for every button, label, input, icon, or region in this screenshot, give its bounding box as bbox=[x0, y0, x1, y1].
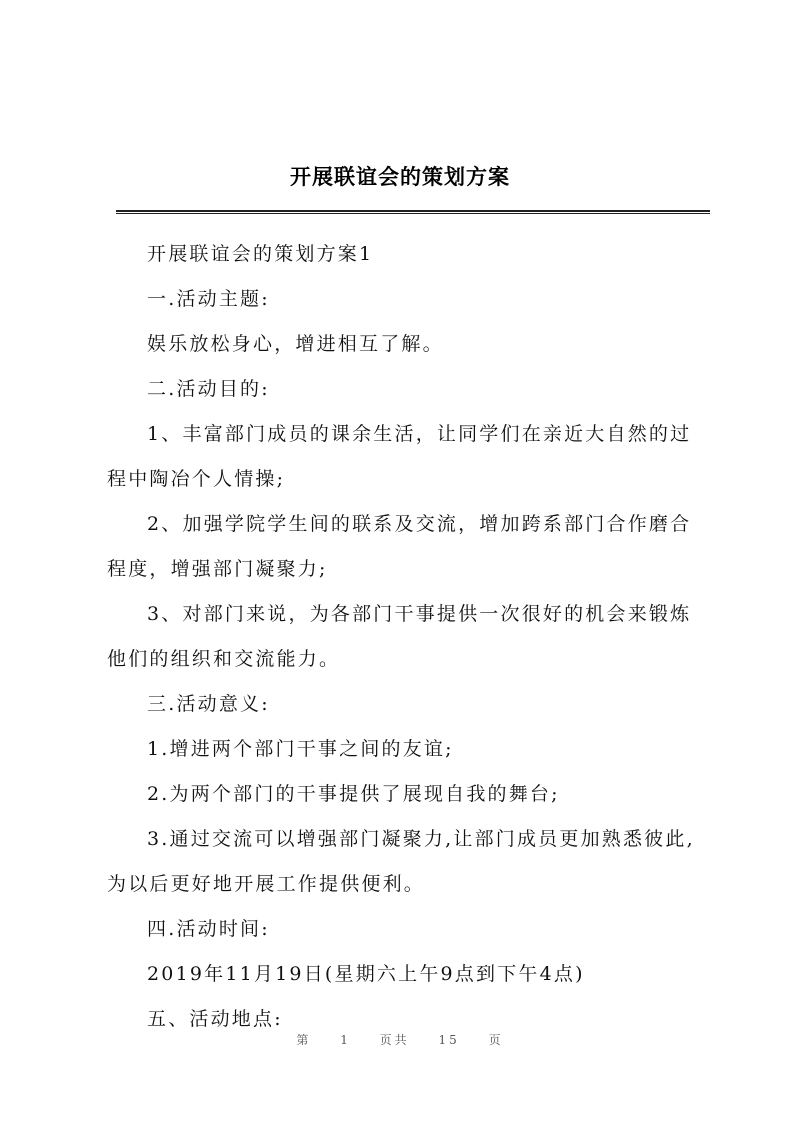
section-heading: 五、活动地点: bbox=[147, 1008, 283, 1030]
section-heading: 三.活动意义: bbox=[147, 693, 270, 715]
title-divider bbox=[116, 210, 710, 214]
document-title: 开展联谊会的策划方案 bbox=[290, 165, 510, 189]
page-footer bbox=[0, 1031, 800, 1048]
footer-suffix: 页 bbox=[488, 1033, 504, 1047]
list-item: 3、对部门来说，为各部门干事提供一次很好的机会来锻炼他们的组织和交流能力。 bbox=[107, 603, 692, 670]
section-heading: 四.活动时间: bbox=[147, 918, 270, 940]
paragraph: 开展联谊会的策划方案1 bbox=[147, 243, 374, 265]
list-item: 2.为两个部门的干事提供了展现自我的舞台; bbox=[147, 783, 560, 805]
paragraph: 娱乐放松身心，增进相互了解。 bbox=[147, 333, 444, 355]
list-item: 3.通过交流可以增强部门凝聚力,让部门成员更加熟悉彼此,为以后更好地开展工作提供便利。 bbox=[107, 828, 695, 895]
section-heading: 一.活动主题: bbox=[147, 288, 270, 310]
current-page-number: 1 bbox=[340, 1033, 351, 1047]
list-item: 1.增进两个部门干事之间的友谊; bbox=[147, 738, 454, 760]
document-body bbox=[107, 232, 707, 1042]
footer-middle: 页共 bbox=[379, 1033, 410, 1047]
footer-prefix: 第 bbox=[296, 1033, 312, 1047]
total-pages-number: 15 bbox=[438, 1033, 460, 1047]
list-item: 1、丰富部门成员的课余生活，让同学们在亲近大自然的过程中陶冶个人情操; bbox=[107, 423, 692, 490]
paragraph: 2019年11月19日(星期六上午9点到下午4点) bbox=[147, 963, 585, 985]
list-item: 2、加强学院学生间的联系及交流，增加跨系部门合作磨合程度，增强部门凝聚力; bbox=[107, 513, 692, 580]
section-heading: 二.活动目的: bbox=[147, 378, 270, 400]
